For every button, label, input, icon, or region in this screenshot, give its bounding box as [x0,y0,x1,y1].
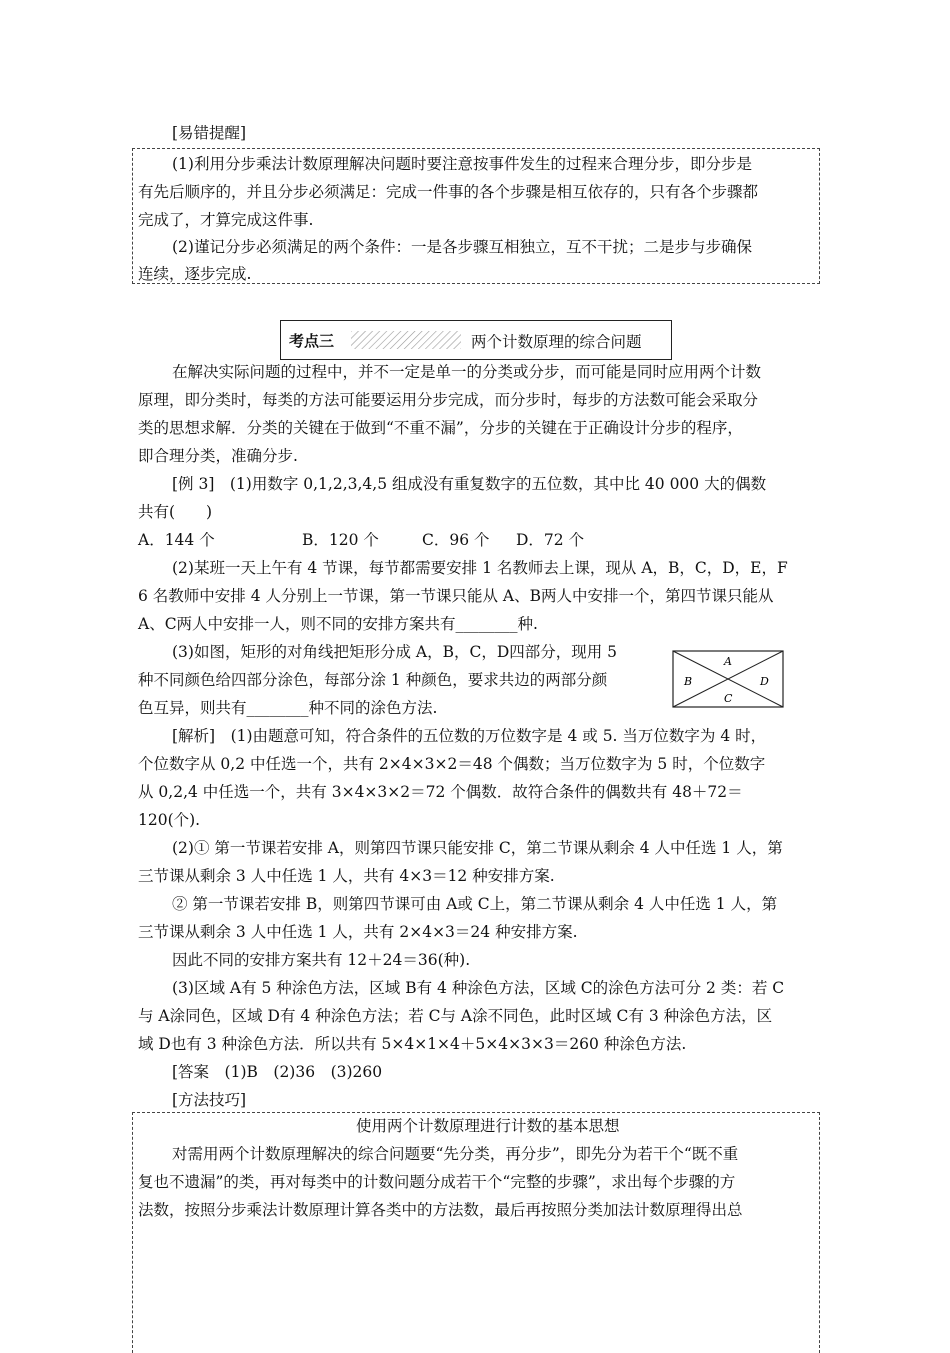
choice-d: D．72 个 [516,531,585,549]
intro-line: 即合理分类，准确分步. [138,447,298,465]
method-title: [方法技巧] [172,1091,247,1109]
example-question: [例 3] (1)用数字 0,1,2,3,4,5 组成没有重复数字的五位数，其中比 40 000 大的偶数 [172,475,767,493]
example-question: 色互异，则共有________种不同的涂色方法. [138,699,438,717]
region-label-d: D [760,675,769,688]
example-question: 共有( ) [138,503,213,521]
reminder-line: (2)谨记分步必须满足的两个条件：一是各步骤互相独立，互不干扰；二是步与步确保 [172,238,752,256]
choice-a: A．144 个 [138,531,215,549]
section-header [280,320,672,360]
example-question: 6 名教师中安排 4 人分别上一节课，第一节课只能从 A、B两人中安排一个，第四节课只能从 [138,587,774,605]
region-label-c: C [724,692,733,705]
solution-line: (3)区域 A有 5 种涂色方法，区域 B有 4 种涂色方法，区域 C的涂色方法可分 2 类：若 C [172,979,785,997]
answer-line: [答案 (1)B (2)36 (3)260 [172,1063,383,1081]
solution-line: 因此不同的安排方案共有 12＋24＝36(种). [172,951,471,969]
choice-c: C．96 个 [422,531,490,549]
reminder-line: 连续，逐步完成. [138,265,252,283]
solution-line: 三节课从剩余 3 人中任选 1 人，共有 4×3＝12 种安排方案. [138,867,555,885]
solution-line: 域 D也有 3 种涂色方法．所以共有 5×4×1×4＋5×4×3×3＝260 种涂色方法. [138,1035,687,1053]
example-question: (2)某班一天上午有 4 节课，每节都需要安排 1 名教师去上课，现从 A，B，C，D，E，F [172,559,788,577]
method-line: 法数，按照分步乘法计数原理计算各类中的方法数，最后再按照分类加法计数原理得出总 [138,1201,743,1219]
method-box-title: 使用两个计数原理进行计数的基本思想 [356,1117,620,1135]
intro-line: 在解决实际问题的过程中，并不一定是单一的分类或分步，而可能是同时应用两个计数 [172,363,762,381]
section-title: 两个计数原理的综合问题 [471,333,642,351]
region-label-a: A [724,655,732,668]
intro-line: 原理，即分类时，每类的方法可能要运用分步完成，而分步时，每步的方法数可能会采取分 [138,391,759,409]
choice-b: B．120 个 [302,531,379,549]
example-question: (3)如图，矩形的对角线把矩形分成 A，B，C，D四部分，现用 5 [172,643,618,661]
solution-line: 个位数字从 0,2 中任选一个，共有 2×4×3×2＝48 个偶数；当万位数字为 5 时，个位数字 [138,755,766,773]
reminder-line: 有先后顺序的，并且分步必须满足：完成一件事的各个步骤是相互依存的，只有各个步骤都 [138,183,759,201]
solution-line: 与 A涂同色，区域 D有 4 种涂色方法；若 C与 A涂不同色，此时区域 C有 3 种涂色方法，区 [138,1007,773,1025]
reminder-line: 完成了，才算完成这件事. [138,211,314,229]
hatch-decoration [351,331,461,349]
method-line: 复也不遗漏”的类，再对每类中的计数问题分成若干个“完整的步骤”，求出每个步骤的方 [138,1173,736,1191]
solution-line: (2)① 第一节课若安排 A，则第四节课只能安排 C，第二节课从剩余 4 人中任选 1 人，第 [172,839,783,857]
reminder-line: (1)利用分步乘法计数原理解决问题时要注意按事件发生的过程来合理分步，即分步是 [172,155,752,173]
region-label-b: B [684,675,693,688]
example-question: A、C两人中安排一人，则不同的安排方案共有________种. [138,615,538,633]
solution-line: 从 0,2,4 中任选一个，共有 3×4×3×2＝72 个偶数．故符合条件的偶数共有 48＋72＝ [138,783,743,801]
solution-line: 120(个). [138,811,201,829]
intro-line: 类的思想求解．分类的关键在于做到“不重不漏”，分步的关键在于正确设计分步的程序， [138,419,743,437]
solution-line: ② 第一节课若安排 B，则第四节课可由 A或 C上，第二节课从剩余 4 人中任选 1 人，第 [172,895,778,913]
method-line: 对需用两个计数原理解决的综合问题要“先分类，再分步”，即先分为若干个“既不重 [172,1145,739,1163]
solution-line: [解析] (1)由题意可知，符合条件的五位数的万位数字是 4 或 5. 当万位数字为 4 时， [172,727,767,745]
section-label: 考点三 [289,332,335,350]
example-question: 种不同颜色给四部分涂色，每部分涂 1 种颜色，要求共边的两部分颜 [138,671,608,689]
reminder-title: [易错提醒] [172,124,247,142]
rectangle-diagram [672,650,784,708]
solution-line: 三节课从剩余 3 人中任选 1 人，共有 2×4×3＝24 种安排方案. [138,923,578,941]
